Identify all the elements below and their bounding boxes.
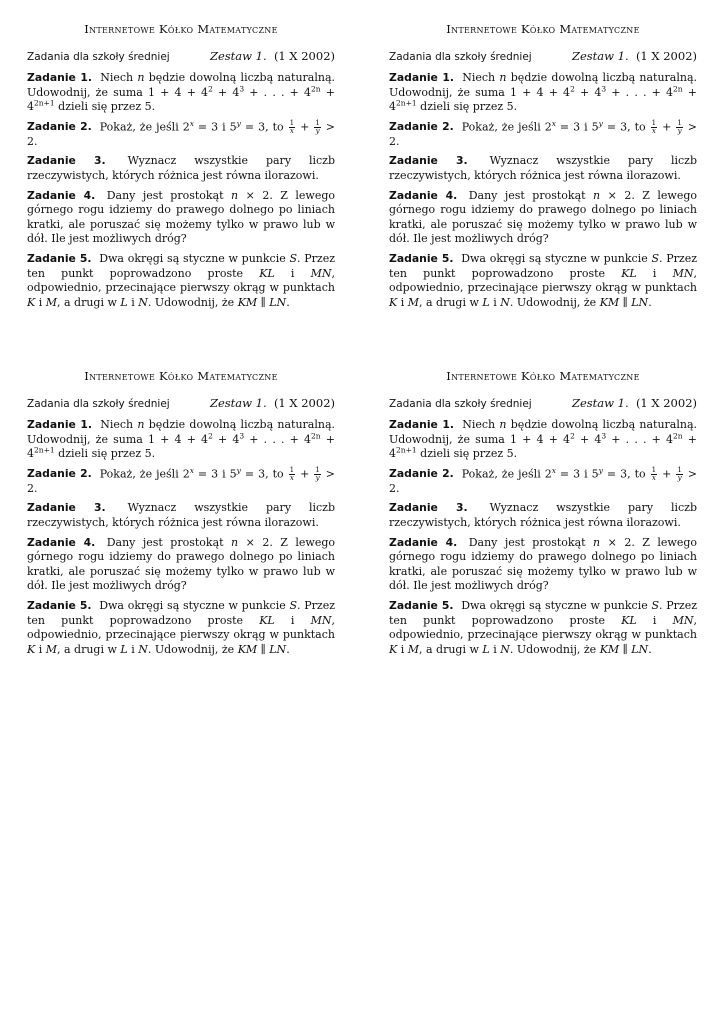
task-label: Zadanie 5. xyxy=(27,252,92,266)
task-5: Zadanie 5. Dwa okręgi są styczne w punkcie S. Przez ten punkt poprowadzono proste KL i MN, odpowiednio, przecinające pierwszy okrąg w punktach K i M, a drugi w L i N. Udowodnij, że KM ∥ LN. xyxy=(27,252,336,309)
task-label: Zadanie 1. xyxy=(27,71,92,84)
task-label: Zadanie 1. xyxy=(389,418,454,431)
task-label: Zadanie 3. xyxy=(27,501,106,515)
set-label: Zestaw 1. xyxy=(209,49,267,63)
task-2: Zadanie 2. Pokaż, że jeśli $2^x = 3$ i $5^y = 3$, to $\frac{1}{x}$ + $\frac{1}{y}$ > 2. xyxy=(27,118,336,148)
task-5: Zadanie 5. Dwa okręgi są styczne w punkcie S. Przez ten punkt poprowadzono proste KL i MN, odpowiednio, przecinające pierwszy okrąg w punktach K i M, a drugi w L i N. Udowodnij, że KM ∥ LN. xyxy=(389,252,698,309)
task-label: Zadanie 4. xyxy=(27,535,96,549)
task-4: Zadanie 4. Dany jest prostokąt n × 2. Z lewego górnego rogu idziemy do prawego dolnego po liniach kratki, ale poruszać się możemy tylko w prawo lub w dół. Ile jest możliwych dróg? xyxy=(389,535,698,593)
set-info xyxy=(210,49,335,64)
sheet-subheader xyxy=(27,49,335,65)
task-label: Zadanie 2. xyxy=(389,120,454,134)
set-label: Zestaw 1. xyxy=(209,396,267,410)
task-label: Zadanie 3. xyxy=(27,154,106,168)
task-1: Zadanie 1. Niech n będzie dowolną liczbą naturalną. Udowodnij, że suma $1 + 4 + 4^2 + 4^3$ + . . . + $4^{2n} + 4^{2n+1}$ dzieli się przez 5. xyxy=(389,71,698,114)
set-label: Zestaw 1. xyxy=(571,49,629,63)
school-level: Zadania dla szkoły średniej xyxy=(27,398,170,410)
set-date: (1 X 2002) xyxy=(273,396,335,410)
fraction: $\frac{1}{x}$ xyxy=(289,465,295,482)
sheet-title: Internetowe Kółko Matematyczne xyxy=(84,369,278,383)
task-3: Zadanie 3. Wyznacz wszystkie pary liczb rzeczywistych, których różnica jest równa ilorazowi. xyxy=(389,154,697,183)
sheet-subheader xyxy=(389,396,697,412)
task-5: Zadanie 5. Dwa okręgi są styczne w punkcie S. Przez ten punkt poprowadzono proste KL i MN, odpowiednio, przecinające pierwszy okrąg w punktach K i M, a drugi w L i N. Udowodnij, że KM ∥ LN. xyxy=(27,599,336,656)
task-3: Zadanie 3. Wyznacz wszystkie pary liczb rzeczywistych, których różnica jest równa ilorazowi. xyxy=(27,154,335,183)
set-info xyxy=(572,49,697,64)
task-1: Zadanie 1. Niech n będzie dowolną liczbą naturalną. Udowodnij, że suma $1 + 4 + 4^2 + 4^3$ + . . . + $4^{2n} + 4^{2n+1}$ dzieli się przez 5. xyxy=(389,418,698,461)
task-4: Zadanie 4. Dany jest prostokąt n × 2. Z lewego górnego rogu idziemy do prawego dolnego po liniach kratki, ale poruszać się możemy tylko w prawo lub w dół. Ile jest możliwych dróg? xyxy=(27,188,336,246)
set-date: (1 X 2002) xyxy=(273,49,335,63)
sheet-subheader xyxy=(27,396,335,412)
sheet-subheader xyxy=(389,49,697,65)
task-3: Zadanie 3. Wyznacz wszystkie pary liczb rzeczywistych, których różnica jest równa ilorazowi. xyxy=(389,501,697,530)
set-info xyxy=(572,396,697,411)
task-label: Zadanie 2. xyxy=(27,467,92,481)
school-level: Zadania dla szkoły średniej xyxy=(389,398,532,410)
task-1: Zadanie 1. Niech n będzie dowolną liczbą naturalną. Udowodnij, że suma $1 + 4 + 4^2 + 4^3$ + . . . + $4^{2n} + 4^{2n+1}$ dzieli się przez 5. xyxy=(27,418,336,461)
task-1: Zadanie 1. Niech n będzie dowolną liczbą naturalną. Udowodnij, że suma $1 + 4 + 4^2 + 4^3$ + . . . + $4^{2n} + 4^{2n+1}$ dzieli się przez 5. xyxy=(27,71,336,114)
sheet-title: Internetowe Kółko Matematyczne xyxy=(84,22,278,36)
set-info xyxy=(210,396,335,411)
problem-sheet xyxy=(389,369,697,662)
set-label: Zestaw 1. xyxy=(571,396,629,410)
fraction: $\frac{1}{x}$ xyxy=(651,118,657,135)
task-5: Zadanie 5. Dwa okręgi są styczne w punkcie S. Przez ten punkt poprowadzono proste KL i MN, odpowiednio, przecinające pierwszy okrąg w punktach K i M, a drugi w L i N. Udowodnij, że KM ∥ LN. xyxy=(389,599,698,656)
task-2: Zadanie 2. Pokaż, że jeśli $2^x = 3$ i $5^y = 3$, to $\frac{1}{x}$ + $\frac{1}{y}$ > 2. xyxy=(27,465,336,495)
sheet-title: Internetowe Kółko Matematyczne xyxy=(446,22,640,36)
task-label: Zadanie 1. xyxy=(389,71,454,84)
fraction: $\frac{1}{x}$ xyxy=(289,118,295,135)
fraction: $\frac{1}{x}$ xyxy=(651,465,657,482)
fraction: $\frac{1}{y}$ xyxy=(677,465,682,482)
set-date: (1 X 2002) xyxy=(635,396,697,410)
task-label: Zadanie 3. xyxy=(389,501,468,515)
school-level: Zadania dla szkoły średniej xyxy=(27,51,170,63)
problem-sheet xyxy=(27,22,335,315)
task-4: Zadanie 4. Dany jest prostokąt n × 2. Z lewego górnego rogu idziemy do prawego dolnego po liniach kratki, ale poruszać się możemy tylko w prawo lub w dół. Ile jest możliwych dróg? xyxy=(27,535,336,593)
task-2: Zadanie 2. Pokaż, że jeśli $2^x = 3$ i $5^y = 3$, to $\frac{1}{x}$ + $\frac{1}{y}$ > 2. xyxy=(389,465,698,495)
task-label: Zadanie 1. xyxy=(27,418,92,431)
task-label: Zadanie 2. xyxy=(27,120,92,134)
task-3: Zadanie 3. Wyznacz wszystkie pary liczb rzeczywistych, których różnica jest równa ilorazowi. xyxy=(27,501,335,530)
school-level: Zadania dla szkoły średniej xyxy=(389,51,532,63)
task-label: Zadanie 5. xyxy=(389,252,454,266)
fraction: $\frac{1}{y}$ xyxy=(315,465,320,482)
task-label: Zadanie 4. xyxy=(27,188,96,202)
problem-sheet xyxy=(27,369,335,662)
task-label: Zadanie 5. xyxy=(27,599,92,613)
set-date: (1 X 2002) xyxy=(635,49,697,63)
sheet-title: Internetowe Kółko Matematyczne xyxy=(446,369,640,383)
task-label: Zadanie 4. xyxy=(389,188,458,202)
fraction: $\frac{1}{y}$ xyxy=(315,118,320,135)
task-2: Zadanie 2. Pokaż, że jeśli $2^x = 3$ i $5^y = 3$, to $\frac{1}{x}$ + $\frac{1}{y}$ > 2. xyxy=(389,118,698,148)
task-label: Zadanie 4. xyxy=(389,535,458,549)
task-4: Zadanie 4. Dany jest prostokąt n × 2. Z lewego górnego rogu idziemy do prawego dolnego po liniach kratki, ale poruszać się możemy tylko w prawo lub w dół. Ile jest możliwych dróg? xyxy=(389,188,698,246)
task-label: Zadanie 2. xyxy=(389,467,454,481)
problem-sheet xyxy=(389,22,697,315)
task-label: Zadanie 3. xyxy=(389,154,468,168)
fraction: $\frac{1}{y}$ xyxy=(677,118,682,135)
task-label: Zadanie 5. xyxy=(389,599,454,613)
